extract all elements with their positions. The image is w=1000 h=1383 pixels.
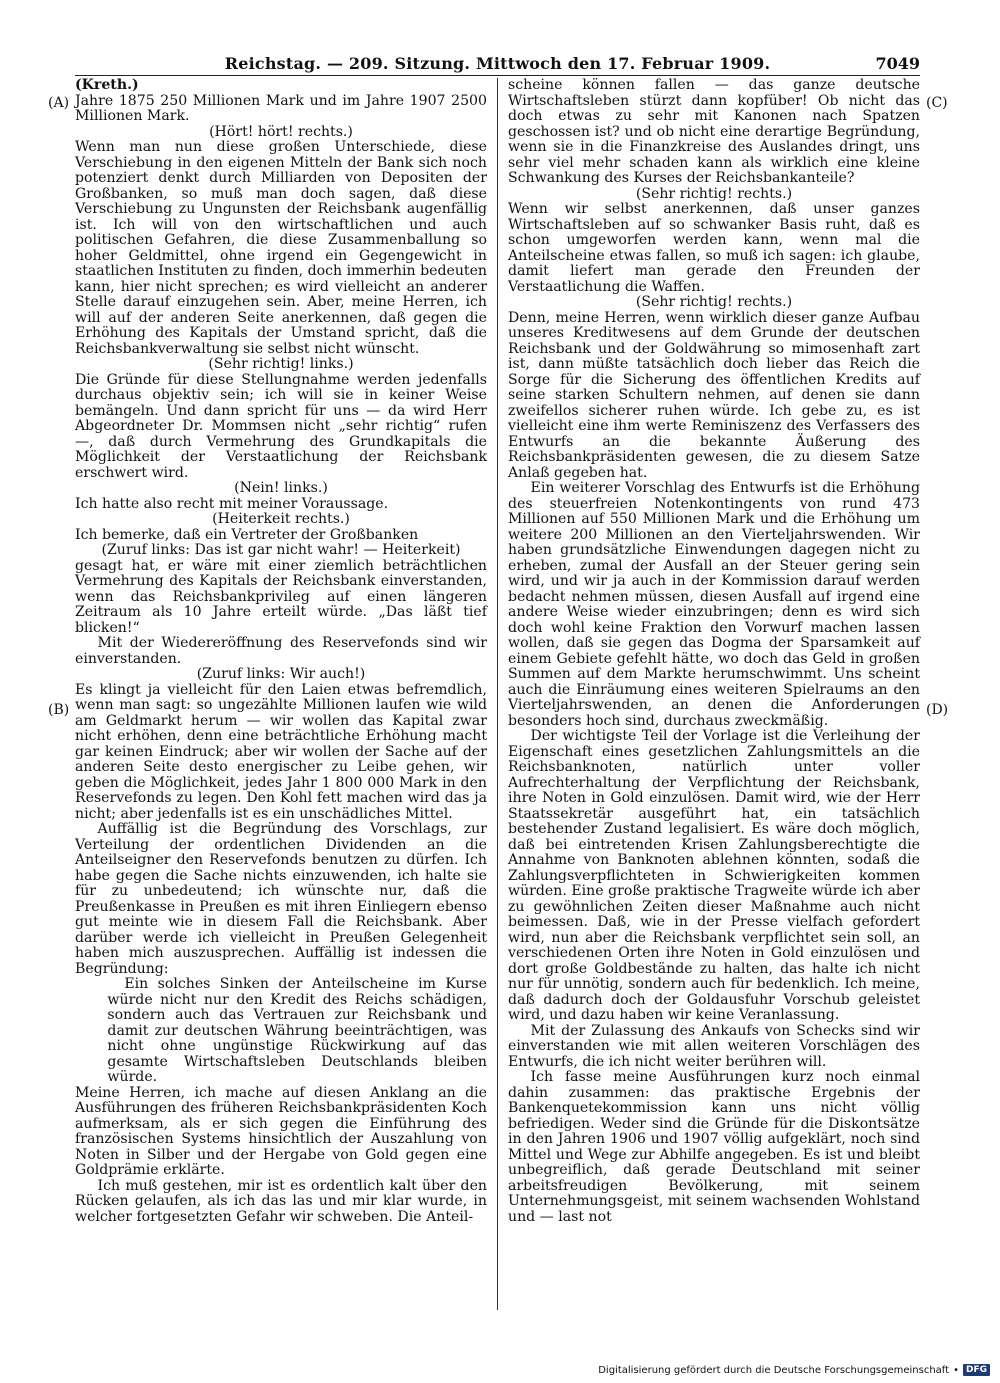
- left-paragraph: Wenn man nun diese großen Unterschiede, diese Verschiebung in den eigenen Mitteln der Bank sich noch potenziert denkt durch Milliarden von Depositen der Großbanken, so muß man doch sagen, daß diese Verschiebung zu Ungunsten der Reichsbank augenfällig ist. Ich will von den wirtschaftlichen und auch politischen Gefahren, die diese Zusammenballung so hoher Geldmittel, ohne irgend ein Gegengewicht in staatlichen Instituten zu finden, doch immerhin bedeuten kann, hier nicht sprechen; es wird vielleicht an anderer Stelle darauf einzugehen sein. Aber, meine Herren, ich will auf der anderen Seite anerkennen, daß gegen die Erhöhung des Kapitals der Umstand spricht, daß die Reichsbankverwaltung sie selbst nicht wünscht.: [75, 139, 487, 357]
- header-rule: [75, 75, 920, 76]
- digitization-credit: Digitalisierung gefördert durch die Deutsche Forschungsgemeinschaft: [598, 1364, 950, 1376]
- right-paragraph: scheine können fallen — das ganze deutsche Wirtschaftsleben stürzt dann kopfüber! Ob nicht das doch etwas zu sehr mit Kanonen nach Spatzen geschossen ist? und ob nicht eine derartige Begründung, wenn sie in die Finanzkreise des Auslandes dringt, uns sehr viel mehr schaden kann als wirklich eine kleine Schwankung des Kurses der Reichsbankanteile?: [508, 77, 920, 186]
- left-paragraph: Mit der Wiedereröffnung des Reservefonds sind wir einverstanden.: [75, 635, 487, 667]
- left-paragraph: Ich bemerke, daß ein Vertreter der Großbanken: [75, 526, 419, 543]
- margin-marker-b: (B): [48, 702, 70, 718]
- left-paragraph: Die Gründe für diese Stellungnahme werden jedenfalls durchaus objektiv sein; ich will sie in keiner Weise bemängeln. Und dann spricht für uns — da wird Herr Abgeordneter Dr. Mommsen nicht „sehr richtig“ rufen —, daß durch Vermehrung des Grundkapitals die Möglichkeit der Verstaatlichung der Reichsbank erschwert wird.: [75, 371, 487, 481]
- right-paragraph: Denn, meine Herren, wenn wirklich dieser ganze Aufbau unseres Kreditwesens auf dem Grunde der deutschen Reichsbank und der Goldwährung so mimosenhaft zart ist, dann müßte tatsächlich doch lieber das Reich die Sorge für die Sicherung des öffentlichen Kredits auf seine starken Schultern nehmen, auf denen sie dann zweifellos sicherer ruhen würde. Ich gebe zu, es ist vielleicht eine ihm werte Reminiszenz des Verfassers des Entwurfs an die bekannte Äußerung des Reichsbankpräsidenten gewesen, die zu diesem Satze Anlaß gegeben hat.: [508, 309, 920, 481]
- separator-bullet: •: [953, 1364, 959, 1376]
- page-header: [75, 54, 920, 76]
- margin-marker-a: (A): [48, 95, 70, 111]
- page-title: Reichstag. — 209. Sitzung. Mittwoch den 17. Februar 1909.: [224, 54, 771, 73]
- right-paragraph: Ein weiterer Vorschlag des Entwurfs ist die Erhöhung des steuerfreien Notenkontingents von rund 473 Millionen auf 550 Millionen Mark und die Erhöhung um weitere 200 Millionen an den Vierteljahrswenden. Wir haben grundsätzliche Einwendungen dagegen nicht zu erheben, zumal der Ausfall an der Steuer gering sein wird, und wir ja auch in der Kommission darauf werden bedacht nehmen müssen, diesen Ausfall auf irgend eine andere Weise wieder einzubringen; denn es wird sich doch wohl keine Fraktion den Vorwurf machen lassen wollen, daß sie gegen das Dogma der Sparsamkeit auf einem Gebiete gefehlt hätte, wo doch das Geld in großen Summen auf dem Markte herumschwimmt. Uns scheint auch die Einräumung eines weiteren Spielraums an den Vierteljahrswenden, an denen die Anforderungen besonders hoch sind, durchaus zweckmäßig.: [508, 480, 920, 729]
- dfg-logo: DFG: [963, 1364, 990, 1376]
- right-paragraph: Wenn wir selbst anerkennen, daß unser ganzes Wirtschaftsleben auf so schwanker Basis ruht, daß es schon umgeworfen werden kann, wenn mal die Anteilscheine etwas fallen, so muß ich sagen: ich glaube, damit liefert man gerade den Freunden der Verstaatlichung die Waffen.: [508, 201, 920, 295]
- left-column: [75, 78, 487, 1225]
- column-divider: [497, 78, 498, 1310]
- right-paragraph: Mit der Zulassung des Ankaufs von Schecks sind wir einverstanden wie mit allen weiteren Vorschlägen des Entwurfs, die ich nicht weiter berühren will.: [508, 1022, 920, 1070]
- right-interjection: (Sehr richtig! rechts.): [635, 185, 793, 202]
- left-paragraph: Meine Herren, ich mache auf diesen Anklang an die Ausführungen des früheren Reichsbankpräsidenten Koch aufmerksam, als er sich gegen die Einführung des französischen Systems hinsichtlich der Auszahlung von Noten in Silber und der Hergabe von Gold gegen eine Goldprämie erklärte.: [75, 1084, 487, 1178]
- left-paragraph: Jahre 1875 250 Millionen Mark und im Jahre 1907 2500 Millionen Mark.: [75, 92, 487, 124]
- page-number: 7049: [875, 54, 920, 73]
- left-interjection: (Zuruf links: Wir auch!): [196, 666, 366, 682]
- left-paragraph: Es klingt ja vielleicht für den Laien etwas befremdlich, wenn man sagt: so ungezählte Millionen laufen wie wild am Geldmarkt herum — wir wollen das Kapital zwar nicht erhöhen, denn eine beträchtliche Erhöhung macht gar keinen Eindruck; aber wir wollen der Sache auf der anderen Seite desto energischer zu Leibe gehen, wir geben die Möglichkeit, jedes Jahr 1 800 000 Mark in den Reservefonds zu legen. Den Kohl fett machen wird das ja nicht; aber jedenfalls ist es ein unschädliches Mittel.: [75, 681, 487, 822]
- left-interjection: (Zuruf links: Das ist gar nicht wahr! — Heiterkeit): [101, 542, 461, 558]
- left-block-quote: Ein solches Sinken der Anteilscheine im Kurse würde nicht nur den Kredit des Reichs schädigen, sondern auch das Vertrauen zur Reichsbank und damit zur deutschen Währung beeinträchtigen, was nicht ohne ungünstige Rückwirkung auf das gesamte Wirtschaftsleben Deutschlands bleiben würde.: [107, 976, 487, 1085]
- page-footer: [598, 1362, 990, 1378]
- right-interjection: (Sehr richtig! rechts.): [635, 294, 793, 310]
- left-paragraph: Ich muß gestehen, mir ist es ordentlich kalt über den Rücken gelaufen, als ich das las und mir klar wurde, in welcher fortgesetzten Gefahr wir schweben. Die Anteil-: [75, 1177, 487, 1225]
- left-interjection: (Hört! hört! rechts.): [209, 123, 353, 140]
- right-paragraph: Der wichtigste Teil der Vorlage ist die Verleihung der Eigenschaft eines gesetzlichen Zahlungsmittels an die Reichsbanknoten, natürlich unter voller Aufrechterhaltung der Verpflichtung der Reichsbank, ihre Noten in Gold einzulösen. Damit wird, wie der Herr Staatssekretär ausgeführt hat, ein tatsächlich bestehender Zustand legalisiert. Es wäre doch möglich, daß bei eintretenden Krisen Zahlungsberechtigte die Annahme von Banknoten ablehnen könnten, sodaß die Zahlungsverpflichteten in Schwierigkeiten kommen würden. Eine große praktische Tragweite würde ich aber zu gewöhnlichen Zeiten dieser Maßnahme auch nicht beimessen. Daß, wie in der Presse vielfach gefordert wird, nun aber die Reichsbank verpflichtet sein soll, an verschiedenen Orten ihre Noten in Gold einzulösen und dort große Goldbestände zu halten, das halte ich nicht nur für unnötig, sondern auch für bedenklich. Ich meine, daß dadurch doch der Goldausfuhr Vorschub geleistet wird, und dazu haben wir keine Veranlassung.: [508, 728, 920, 1023]
- right-paragraph: Ich fasse meine Ausführungen kurz noch einmal dahin zusammen: das praktische Ergebnis der Bankenquetekommission kann uns nicht völlig befriedigen. Weder sind die Gründe für die Diskontsätze in den Jahren 1906 und 1907 völlig aufgeklärt, noch sind Mittel und Wege zur Abhilfe angegeben. Es ist und bleibt unbegreiflich, daß gerade Deutschland mit seiner arbeitsfreudigen Bevölkerung, mit seinem Unternehmungsgeist, mit seinem wachsenden Wohlstand und — last not: [508, 1069, 920, 1225]
- left-paragraph: gesagt hat, er wäre mit einer ziemlich beträchtlichen Vermehrung des Kapitals der Reichsbank einverstanden, wenn das Reichsbankprivileg auf einen längeren Zeitraum als 10 Jahre erteilt würde. „Das läßt tief blicken!“: [75, 557, 487, 636]
- margin-marker-d: (D): [926, 702, 949, 718]
- left-paragraph: Ich hatte also recht mit meiner Voraussage.: [75, 495, 389, 512]
- right-column: [508, 78, 920, 1225]
- left-speaker-name: (Kreth.): [75, 77, 139, 93]
- margin-marker-c: (C): [926, 95, 948, 111]
- left-interjection: (Heiterkeit rechts.): [212, 511, 350, 527]
- left-paragraph: Auffällig ist die Begründung des Vorschlags, zur Verteilung der ordentlichen Dividenden an die Anteilseigner den Reservefonds benutzen zu dürfen. Ich habe gegen die Sache nichts einzuwenden, ich halte sie für zu unbedeutend; ich wünschte nur, daß die Preußenkasse in Preußen es mit ihren Einliegern ebenso gut meinte wie in diesem Fall die Reichsbank. Aber darüber werde ich vielleicht in Preußen Gelegenheit haben mich auszusprechen. Auffällig ist indessen die Begründung:: [75, 821, 487, 977]
- left-interjection: (Sehr richtig! links.): [208, 356, 354, 372]
- left-interjection: (Nein! links.): [234, 480, 328, 496]
